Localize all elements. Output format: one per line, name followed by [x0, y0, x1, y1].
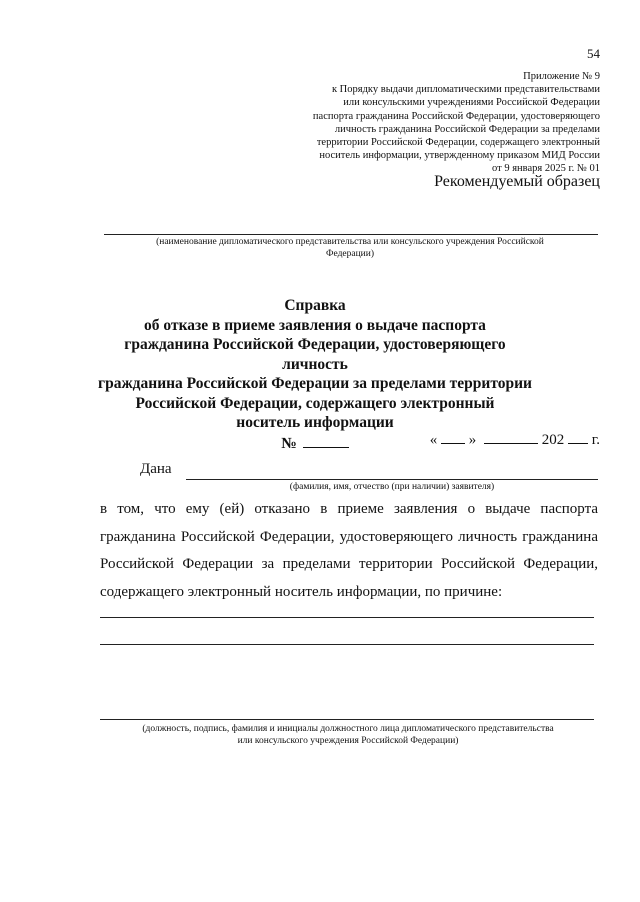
year-suffix: г.	[591, 432, 600, 448]
applicant-caption: (фамилия, имя, отчество (при наличии) заявителя)	[289, 482, 495, 492]
appendix-header	[260, 70, 600, 176]
document-number-blank	[303, 433, 349, 448]
institution-caption-line: (наименование дипломатического представительства или консульского учреждения Российской	[156, 237, 544, 247]
official-signature-line	[100, 719, 594, 720]
reason-line	[100, 644, 594, 645]
appendix-line: или консульскими учреждениями Российской Федерации	[343, 97, 600, 109]
appendix-line: от 9 января 2025 г. № 01	[492, 163, 600, 175]
appendix-line: носитель информации, утвержденному приказом МИД России	[319, 150, 600, 162]
date-open-quote: «	[429, 432, 438, 448]
applicant-name-line	[186, 479, 598, 480]
title-line: гражданина Российской Федерации, удостоверяющего личность	[124, 336, 506, 373]
reason-line	[100, 617, 594, 618]
title-line: об отказе в приеме заявления о выдаче паспорта	[144, 316, 486, 334]
day-blank	[441, 430, 465, 444]
year-prefix: 202	[541, 432, 565, 448]
institution-caption-line: Федерации)	[325, 249, 375, 259]
sample-label: Рекомендуемый образец	[434, 173, 600, 190]
official-caption-line: (должность, подпись, фамилия и инициалы должностного лица дипломатического представительства	[142, 724, 554, 734]
title-line: гражданина Российской Федерации за пределами территории	[98, 375, 532, 392]
month-blank	[484, 430, 538, 444]
institution-name-line	[104, 234, 598, 235]
title-line: носитель информации	[236, 414, 394, 431]
title-line: Российской Федерации, содержащего электронный	[135, 394, 495, 412]
appendix-line: к Порядку выдачи дипломатическими представительствами	[331, 84, 600, 96]
appendix-line: Приложение № 9	[523, 71, 600, 82]
issued-label: Дана	[140, 461, 172, 477]
body-text: в том, что ему (ей) отказано в приеме заявления о выдаче паспорта гражданина Российской Федерации, удостоверяющего личность гражданина Российской Федерации за пределами территории Российской Федерации, содержащего электронный носитель информации, по причине:	[100, 501, 598, 600]
official-caption-line: или консульского учреждения Российской Федерации)	[237, 736, 459, 746]
title-line: Справка	[284, 297, 346, 314]
date-close-quote: »	[468, 432, 477, 448]
date-row	[430, 430, 600, 449]
number-sign: №	[281, 434, 297, 452]
year-blank	[568, 430, 588, 444]
appendix-line: паспорта гражданина Российской Федерации, удостоверяющего	[312, 110, 600, 122]
institution-caption	[100, 236, 600, 260]
appendix-line: территории Российской Федерации, содержащего электронный	[316, 137, 600, 149]
appendix-line: личность гражданина Российской Федерации за пределами	[334, 123, 600, 135]
official-caption	[96, 723, 600, 747]
page-number: 54	[587, 46, 600, 61]
